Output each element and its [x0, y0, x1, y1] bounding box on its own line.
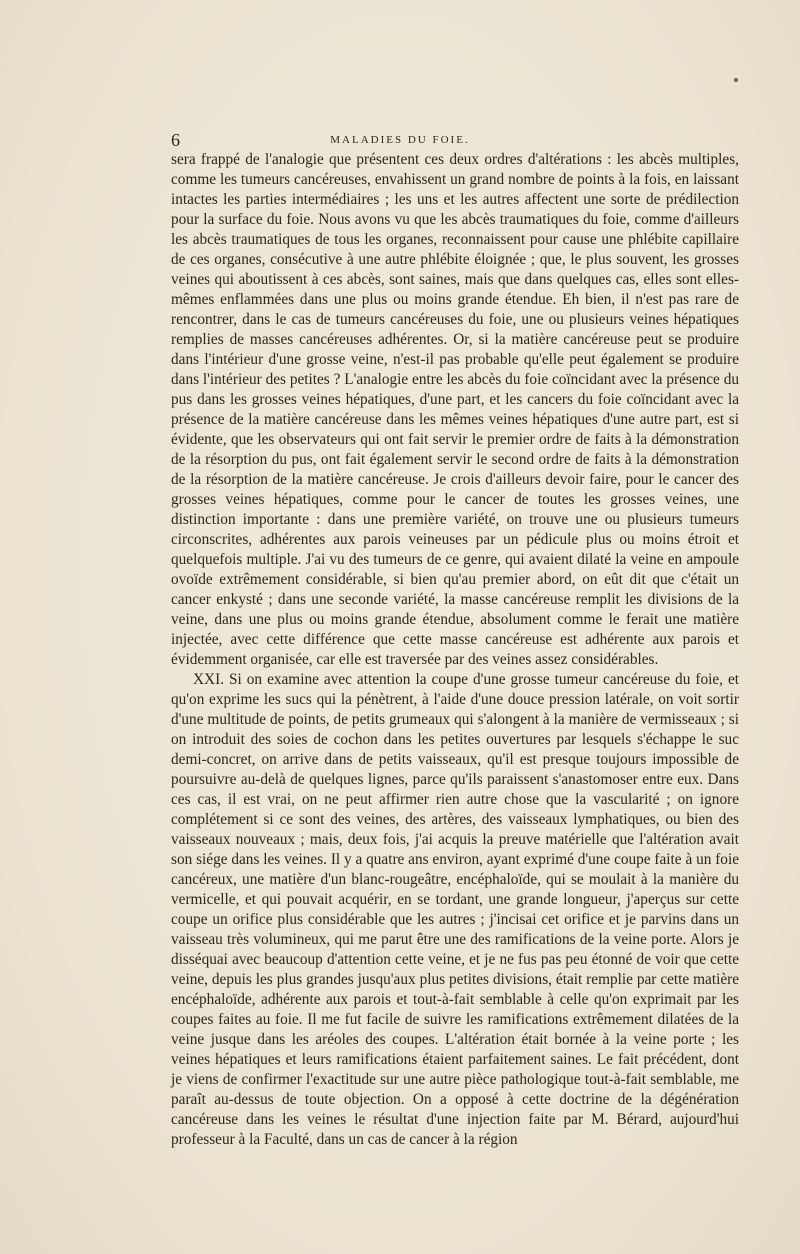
page-number: 6	[171, 130, 180, 150]
body-text	[171, 150, 739, 1150]
paragraph-1: sera frappé de l'analogie que présentent ces deux ordres d'altérations : les abcès multiples, comme les tumeurs cancéreuses, envahissent un grand nombre de points à la fois, en laissant intactes les parties intermédiaires ; les uns et les autres affectent une sorte de prédilection pour la surface du foie. Nous avons vu que les abcès traumatiques du foie, comme d'ailleurs les abcès traumatiques de tous les organes, reconnaissent pour cause une phlébite capillaire de ces organes, consécutive à une autre phlébite éloignée ; que, le plus souvent, les grosses veines qui aboutissent à ces abcès, sont saines, mais que dans quelques cas, elles sont elles-mêmes enflammées dans une plus ou moins grande étendue. Eh bien, il n'est pas rare de rencontrer, dans le cas de tumeurs cancéreuses du foie, une ou plusieurs veines hépatiques remplies de masses cancéreuses adhérentes. Or, si la matière cancéreuse peut se produire dans l'intérieur d'une grosse veine, n'est-il pas probable qu'elle peut également se produire dans l'intérieur des petites ? L'analogie entre les abcès du foie coïncidant avec la présence du pus dans les grosses veines hépatiques, d'une part, et les cancers du foie coïncidant avec la présence de la matière cancéreuse dans les mêmes veines hépatiques d'une autre part, est si évidente, que les observateurs qui ont fait servir le premier ordre de faits à la démonstration de la résorption du pus, ont fait également servir le second ordre de faits à la démonstration de la résorption de la matière cancéreuse. Je crois d'ailleurs devoir faire, pour le cancer des grosses veines hépatiques, comme pour le cancer de toutes les grosses veines, une distinction importante : dans une première variété, on trouve une ou plusieurs tumeurs circonscrites, adhérentes aux parois veineuses par un pédicule plus ou moins étroit et quelquefois multiple. J'ai vu des tumeurs de ce genre, qui avaient dilaté la veine en ampoule ovoïde extrêmement considérable, si bien qu'au premier abord, on eût dit que c'était un cancer enkysté ; dans une seconde variété, la masse cancéreuse remplit les divisions de la veine, dans une plus ou moins grande étendue, absolument comme le ferait une matière injectée, avec cette différence que cette masse cancéreuse est adhérente aux parois et évidemment organisée, car elle est traversée par des veines assez considérables.	[171, 151, 739, 668]
paragraph-2: XXI. Si on examine avec attention la coupe d'une grosse tumeur cancéreuse du foie, et qu'on exprime les sucs qui la pénètrent, à l'aide d'une douce pression latérale, on voit sortir d'une multitude de points, de petits grumeaux qui s'alongent à la manière de vermisseaux ; si on introduit des soies de cochon dans les petites ouvertures par lesquels s'échappe le suc demi-concret, on arrive dans de petits vaisseaux, qu'il est presque toujours impossible de poursuivre au-delà de quelques lignes, parce qu'ils paraissent s'anastomoser entre eux. Dans ces cas, il est vrai, on ne peut affirmer rien autre chose que la vascularité ; on ignore complétement si ce sont des veines, des artères, des vaisseaux lymphatiques, ou bien des vaisseaux nouveaux ; mais, deux fois, j'ai acquis la preuve matérielle que l'altération avait son siége dans les veines. Il y a quatre ans environ, ayant exprimé d'une coupe faite à un foie cancéreux, une matière d'un blanc-rougeâtre, encéphaloïde, qui se moulait à la manière du vermicelle, et qui pouvait acquérir, en se tordant, une grande longueur, j'aperçus sur cette coupe un orifice plus considérable que les autres ; j'incisai cet orifice et je parvins dans un vaisseau très volumineux, qui me parut être une des ramifications de la veine porte. Alors je disséquai avec beaucoup d'attention cette veine, et je ne fus pas peu étonné de voir que cette veine, depuis les plus grandes jusqu'aux plus petites divisions, était remplie par cette matière encéphaloïde, adhérente aux parois et tout-à-fait semblable à celle qu'on exprimait par les coupes faites au foie. Il me fut facile de suivre les ramifications extrêmement dilatées de la veine jusque dans les aréoles des coupes. L'altération était bornée à la veine porte ; les veines hépatiques et leurs ramifications étaient parfaitement saines. Le fait précédent, dont je viens de confirmer l'exactitude sur une autre pièce pathologique tout-à-fait semblable, me paraît au-dessus de toute objection. On a opposé à cette doctrine de la dégénération cancéreuse dans les veines le résultat d'une injection faite par M. Bérard, aujourd'hui professeur à la Faculté, dans un cas de cancer à la région	[171, 671, 739, 1148]
running-head: MALADIES DU FOIE.	[330, 134, 470, 146]
ink-speck	[734, 78, 738, 82]
